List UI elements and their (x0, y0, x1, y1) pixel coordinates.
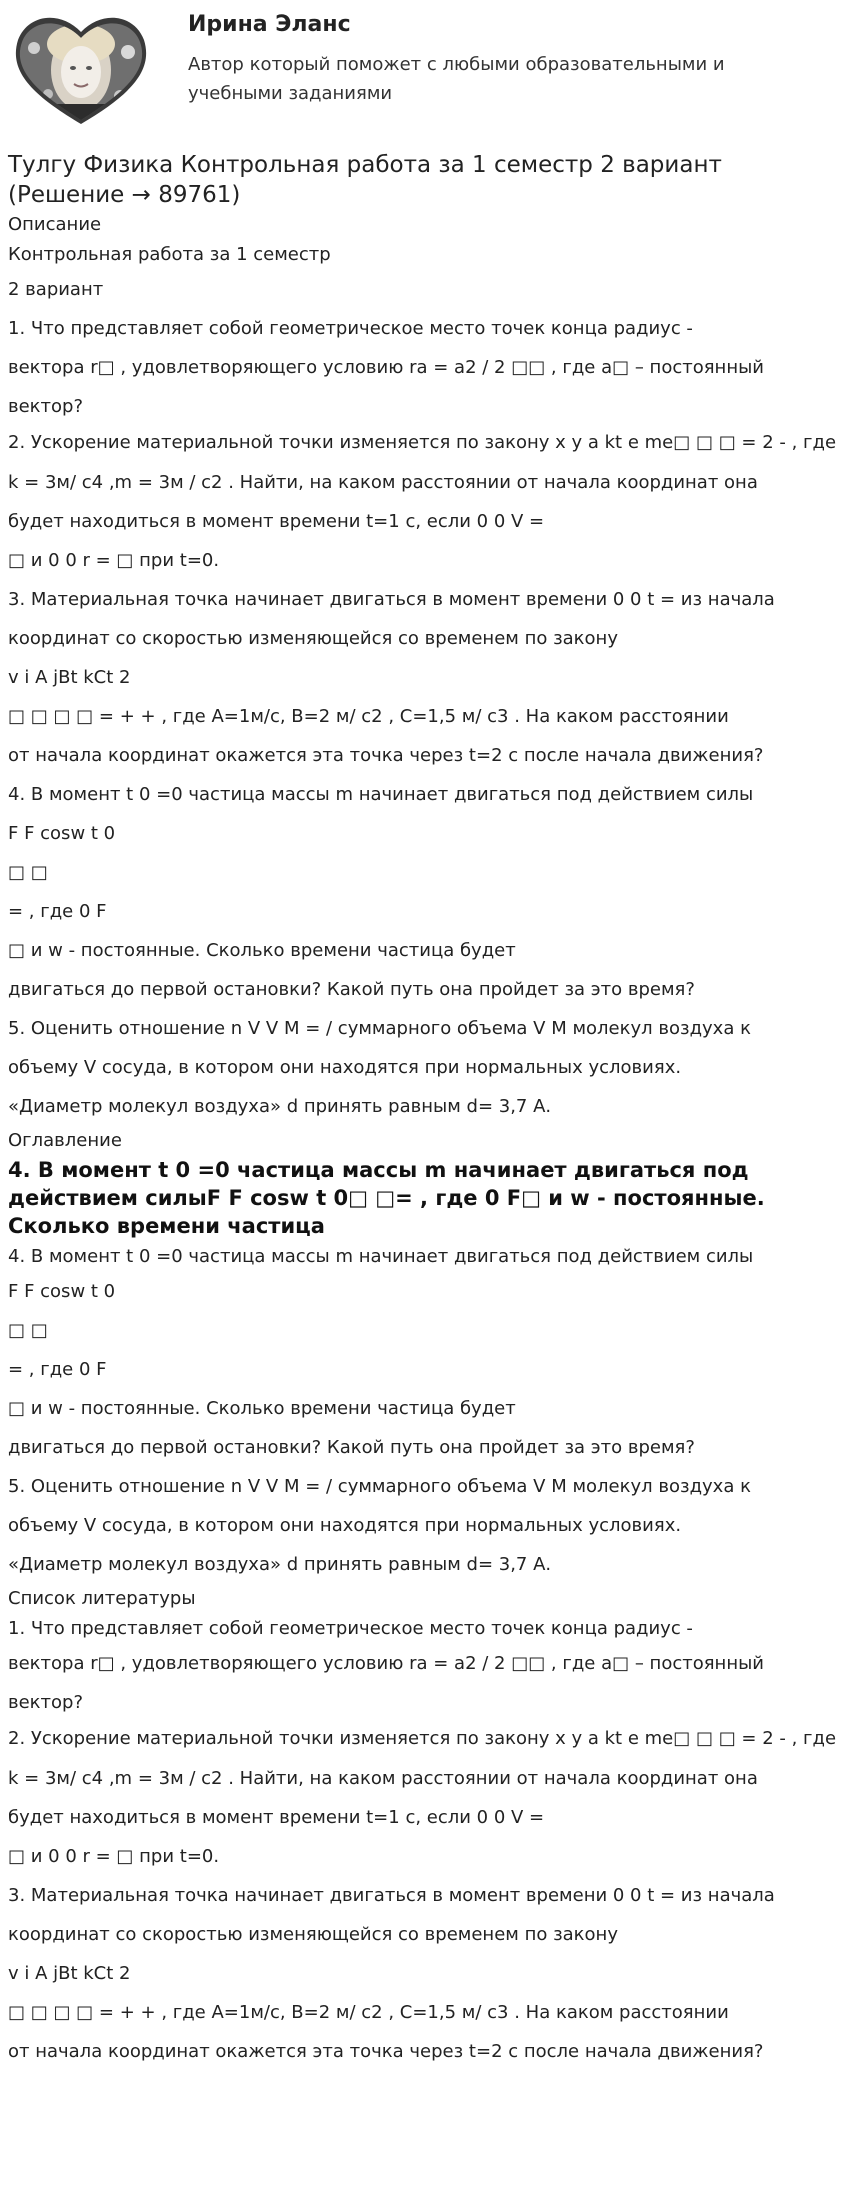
text-line: = , где 0 F (8, 901, 107, 922)
references-section (8, 1584, 838, 2071)
text-line: объему V сосуда, в котором они находятся при нормальных условиях. (8, 1515, 682, 1536)
description-section (8, 210, 838, 1126)
text-line: будет находиться в момент времени t=1 с, если 0 0 V = (8, 1807, 545, 1828)
text-line: координат со скоростью изменяющейся со временем по закону (8, 628, 618, 649)
author-card (0, 0, 847, 140)
text-line: v i A jBt kCt 2 (8, 1963, 131, 1984)
text-line: от начала координат окажется эта точка через t=2 с после начала движения? (8, 2041, 764, 2062)
author-avatar[interactable] (8, 8, 154, 128)
text-line: вектора r□ , удовлетворяющего условию ra = a2 / 2 □□ , где a□ – постоянный (8, 1653, 765, 1674)
text-line: координат со скоростью изменяющейся со временем по закону (8, 1924, 618, 1945)
author-name[interactable]: Ирина Эланс (188, 12, 351, 37)
text-line: 4. В момент t 0 =0 частица массы m начинает двигаться под действием силы (8, 784, 754, 805)
text-line: □ и w - постоянные. Сколько времени частица будет (8, 940, 516, 961)
text-line: 5. Оценить отношение n V V M = / суммарного объема V M молекул воздуха к (8, 1018, 751, 1039)
text-line: 1. Что представляет собой геометрическое место точек конца радиус - (8, 1618, 693, 1639)
text-line: □ □ (8, 1320, 48, 1341)
text-line: от начала координат окажется эта точка через t=2 с после начала движения? (8, 745, 764, 766)
text-line: F F cosw t 0 (8, 823, 116, 844)
text-line: двигаться до первой остановки? Какой путь она пройдет за это время? (8, 1437, 695, 1458)
text-line: □ и 0 0 r = □ при t=0. (8, 1846, 220, 1867)
text-line: v i A jBt kCt 2 (8, 667, 131, 688)
text-line: «Диаметр молекул воздуха» d принять равным d= 3,7 А. (8, 1554, 552, 1575)
references-lines (8, 1614, 838, 2071)
description-label: Описание (8, 214, 102, 235)
text-line: □ □ (8, 862, 48, 883)
toc-section (8, 1126, 838, 1584)
text-line: «Диаметр молекул воздуха» d принять равным d= 3,7 А. (8, 1096, 552, 1117)
text-line: 1. Что представляет собой геометрическое место точек конца радиус - (8, 318, 693, 339)
text-line: □ □ □ □ = + + , где A=1м/с, B=2 м/ c2 , C=1,5 м/ c3 . На каком расстоянии (8, 706, 729, 727)
text-line: объему V сосуда, в котором они находятся при нормальных условиях. (8, 1057, 682, 1078)
text-line: □ и w - постоянные. Сколько времени частица будет (8, 1398, 516, 1419)
text-line: □ и 0 0 r = □ при t=0. (8, 550, 220, 571)
text-line: 3. Материальная точка начинает двигаться в момент времени 0 0 t = из начала (8, 1885, 775, 1906)
text-line: 5. Оценить отношение n V V M = / суммарного объема V M молекул воздуха к (8, 1476, 751, 1497)
text-line: F F cosw t 0 (8, 1281, 116, 1302)
toc-heading[interactable]: 4. В момент t 0 =0 частица массы m начинает двигаться под действием силыF F cosw t 0□ □= , где 0 F□ и w - постоянные. Сколько времени частица (8, 1158, 765, 1238)
main-content (8, 150, 838, 2071)
text-line: 3. Материальная точка начинает двигаться в момент времени 0 0 t = из начала (8, 589, 775, 610)
text-line: = , где 0 F (8, 1359, 107, 1380)
text-line: k = 3м/ c4 ,m = 3м / c2 . Найти, на каком расстоянии от начала координат она (8, 472, 758, 493)
text-line: вектор? (8, 396, 84, 417)
text-line: 2 вариант (8, 279, 104, 300)
text-line: □ □ □ □ = + + , где A=1м/с, B=2 м/ c2 , C=1,5 м/ c3 . На каком расстоянии (8, 2002, 729, 2023)
text-line: вектор? (8, 1692, 84, 1713)
toc-label: Оглавление (8, 1130, 122, 1151)
text-line: 2. Ускорение материальной точки изменяется по закону x y a kt e me□ □ □ = 2 - , где (8, 432, 837, 453)
text-line: k = 3м/ c4 ,m = 3м / c2 . Найти, на каком расстоянии от начала координат она (8, 1768, 758, 1789)
references-label: Список литературы (8, 1588, 196, 1609)
description-lines (8, 240, 838, 1126)
toc-lines (8, 1242, 838, 1584)
text-line: 4. В момент t 0 =0 частица массы m начинает двигаться под действием силы (8, 1246, 754, 1267)
text-line: 2. Ускорение материальной точки изменяется по закону x y a kt e me□ □ □ = 2 - , где (8, 1728, 837, 1749)
page-title: Тулгу Физика Контрольная работа за 1 семестр 2 вариант (Решение → 89761) (8, 152, 722, 208)
author-description: Автор который поможет с любыми образовательными и учебными заданиями (188, 54, 725, 104)
text-line: Контрольная работа за 1 семестр (8, 244, 331, 265)
text-line: двигаться до первой остановки? Какой путь она пройдет за это время? (8, 979, 695, 1000)
text-line: вектора r□ , удовлетворяющего условию ra = a2 / 2 □□ , где a□ – постоянный (8, 357, 765, 378)
text-line: будет находиться в момент времени t=1 с, если 0 0 V = (8, 511, 545, 532)
